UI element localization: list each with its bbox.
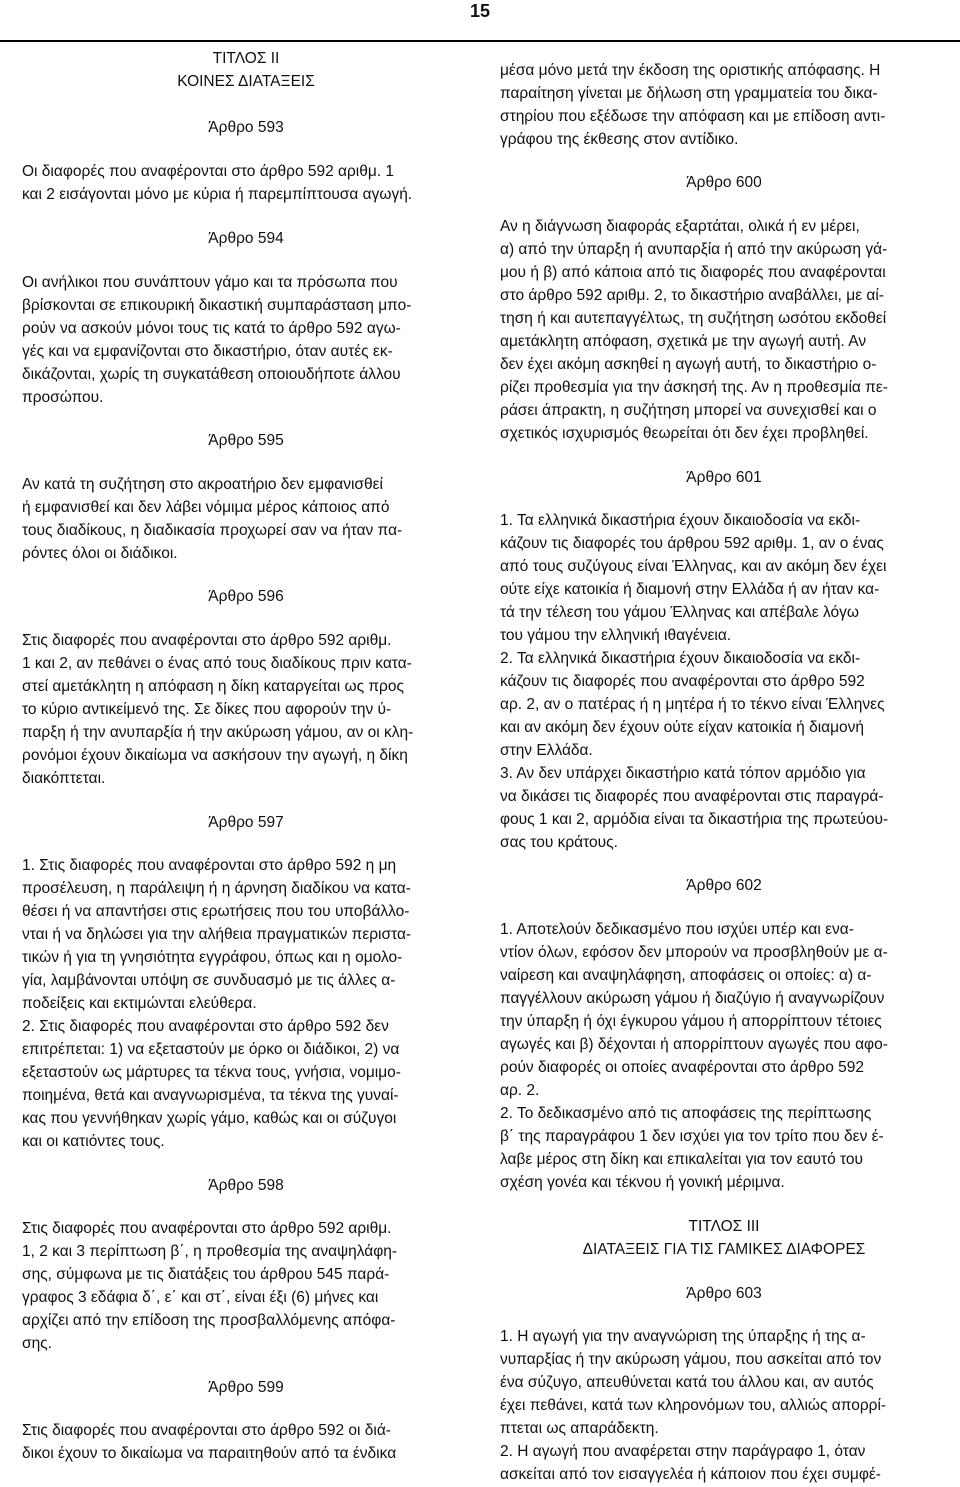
text-line: πτεται ως απαράδεκτη.: [500, 1420, 659, 1437]
text-line: στηρίου που εξέδωσε την απόφαση και με επίδοση αντι-: [500, 108, 886, 125]
text-line: και οι κατιόντες τους.: [22, 1133, 165, 1150]
text-line: 1. Τα ελληνικά δικαστήρια έχουν δικαιοδοσία να εκδι-: [500, 512, 861, 529]
text-line: 1. Στις διαφορές που αναφέρονται στο άρθρο 592 η μη: [22, 857, 397, 874]
text-line: σης, σύμφωνα με τις διατάξεις του άρθρου 545 παρά-: [22, 1266, 390, 1283]
text-line: εξεταστούν ως μάρτυρες τα τέκνα τους, γνήσια, νομιμο-: [22, 1064, 401, 1081]
text-line: νυπαρξίας ή την ακύρωση γάμου, που ασκείται από τον: [500, 1351, 882, 1368]
text-line: προσώπου.: [22, 389, 104, 406]
text-line: του γάμου την ελληνική ιθαγένεια.: [500, 627, 732, 644]
text-line: α) από την ύπαρξη ή ανυπαρξία ή από την ακύρωση γά-: [500, 241, 888, 258]
section-heading: Άρθρο 594: [208, 230, 284, 247]
text-line: νται ή να δηλώσει για την αλήθεια πραγματικών περιστα-: [22, 926, 412, 943]
text-line: ένα σύζυγο, απευθύνεται κατά του άλλου και, αν αυτός: [500, 1374, 874, 1391]
section-heading: ΔΙΑΤΑΞΕΙΣ ΓΙΑ ΤΙΣ ΓΑΜΙΚΕΣ ΔΙΑΦΟΡΕΣ: [582, 1241, 866, 1258]
text-line: γραφος 3 εδάφια δ΄, ε΄ και στ΄, είναι έξι (6) μήνες και: [22, 1289, 379, 1306]
section-heading: Άρθρο 603: [686, 1285, 762, 1302]
text-line: και 2 εισάγονται μόνο με κύρια ή παρεμπίπτουσα αγωγή.: [22, 186, 413, 203]
text-line: σχετικός ισχυρισμός θεωρείται ότι δεν έχει προβληθεί.: [500, 425, 869, 442]
text-line: ασκείται από τον εισαγγελέα ή κάποιον που έχει συμφέ-: [500, 1466, 881, 1483]
section-heading: Άρθρο 595: [208, 432, 284, 449]
section-heading: ΤΙΤΛΟΣ ΙΙ: [212, 50, 280, 67]
text-line: αρ. 2.: [500, 1082, 540, 1099]
text-line: ποδείξεις και εκτιμώνται ελεύθερα.: [22, 995, 257, 1012]
text-line: την ύπαρξη ή όχι έγκυρου γάμου ή απορρίπτουν τέτοιες: [500, 1013, 882, 1030]
text-line: αρ. 2, αν ο πατέρας ή η μητέρα ή το τέκνο είναι Έλληνες: [500, 696, 885, 713]
text-line: 1. Αποτελούν δεδικασμένο που ισχύει υπέρ και ενα-: [500, 921, 854, 938]
text-line: επιτρέπεται: 1) να εξεταστούν με όρκο οι διάδικοι, 2) να: [22, 1041, 400, 1058]
text-line: ή εμφανισθεί και δεν λάβει νόμιμα μέρος κάποιος από: [22, 499, 390, 516]
text-line: γράφου της έκθεσης στον αντίδικο.: [500, 131, 739, 148]
text-line: ρούν να ασκούν μόνοι τους τις κατά το άρθρο 592 αγω-: [22, 320, 401, 337]
text-line: ρόντες όλοι οι διάδικοι.: [22, 545, 178, 562]
text-line: ρονόμοι έχουν δικαίωμα να ασκήσουν την αγωγή, η δίκη: [22, 747, 408, 764]
text-line: αρχίζει από την επίδοση της προσβαλλόμενης απόφα-: [22, 1312, 396, 1329]
text-line: Αν κατά τη συζήτηση στο ακροατήριο δεν εμφανισθεί: [22, 476, 383, 493]
text-line: αγωγές και β) δέχονται ή απορρίπτουν αγωγές που αφο-: [500, 1036, 888, 1053]
text-line: να δικάσει τις διαφορές που αναφέρονται στις παραγρά-: [500, 788, 884, 805]
text-line: ούτε είχε κατοικία ή διαμονή στην Ελλάδα ή αν ήταν κα-: [500, 581, 880, 598]
text-line: γές και να εμφανίζονται στο δικαστήριο, όταν αυτές εκ-: [22, 343, 393, 360]
text-line: το κύριο αντικείμενό της. Σε δίκες που αφορούν την ύ-: [22, 701, 392, 718]
text-line: θέσει ή να απαντήσει στις ερωτήσεις που του υποβάλλο-: [22, 903, 410, 920]
text-line: τά την τέλεση του γάμου Έλληνας και απέβαλε λόγω: [500, 604, 859, 621]
text-line: βρίσκονται σε επικουρική δικαστική συμπαράσταση μπο-: [22, 297, 412, 314]
text-line: ράσει άπρακτη, η συζήτηση μπορεί να συνεχισθεί και ο: [500, 402, 877, 419]
section-heading: Άρθρο 598: [208, 1177, 284, 1194]
text-line: 2. Στις διαφορές που αναφέρονται στο άρθρο 592 δεν: [22, 1018, 389, 1035]
text-line: αμετάκλητη απόφαση, σχετικά με την αγωγή αυτή. Αν: [500, 333, 867, 350]
text-line: τηση ή και αυτεπαγγέλτως, τη συζήτηση ωσότου εκδοθεί: [500, 310, 887, 327]
section-heading: Άρθρο 596: [208, 588, 284, 605]
text-line: ναίρεση και αναψηλάφηση, αποφάσεις οι οποίες: α) α-: [500, 967, 872, 984]
text-line: Στις διαφορές που αναφέρονται στο άρθρο 592 οι διά-: [22, 1422, 391, 1439]
text-line: παγγέλλουν ακύρωση γάμου ή διαζύγιο ή αναγνωρίζουν: [500, 990, 885, 1007]
text-line: 1. Η αγωγή για την αναγνώριση της ύπαρξης ή της α-: [500, 1328, 866, 1345]
section-heading: ΤΙΤΛΟΣ ΙΙΙ: [688, 1218, 760, 1235]
section-heading: Άρθρο 599: [208, 1379, 284, 1396]
text-line: διακόπτεται.: [22, 770, 106, 787]
text-line: Οι ανήλικοι που συνάπτουν γάμο και τα πρόσωπα που: [22, 274, 398, 291]
text-line: Αν η διάγνωση διαφοράς εξαρτάται, ολικά ή εν μέρει,: [500, 218, 860, 235]
section-heading: Άρθρο 597: [208, 814, 284, 831]
text-line: Στις διαφορές που αναφέρονται στο άρθρο 592 αριθμ.: [22, 1220, 392, 1237]
text-line: τους διαδίκους, η διαδικασία προχωρεί σαν να ήταν πα-: [22, 522, 403, 539]
section-heading: Άρθρο 601: [686, 469, 762, 486]
text-line: κάζουν τις διαφορές του άρθρου 592 αριθμ. 1, αν ο ένας: [500, 535, 884, 552]
header-rule: [0, 40, 960, 42]
text-line: κας που γεννήθηκαν χωρίς γάμο, καθώς και οι σύζυγοι: [22, 1110, 397, 1127]
text-line: σας του κράτους.: [500, 834, 618, 851]
text-line: σης.: [22, 1335, 52, 1352]
text-line: β΄ της παραγράφου 1 δεν ισχύει για τον τρίτο που δεν έ-: [500, 1128, 884, 1145]
text-line: σχέση γονέα και τέκνου ή γονική μέριμνα.: [500, 1174, 785, 1191]
text-line: παραίτηση γίνεται με δήλωση στη γραμματεία του δικα-: [500, 85, 878, 102]
text-line: 2. Τα ελληνικά δικαστήρια έχουν δικαιοδοσία να εκδι-: [500, 650, 861, 667]
text-line: μου ή β) από κάποια από τις διαφορές που αναφέρονται: [500, 264, 886, 281]
text-line: γία, λαμβάνονται υπόψη σε συνδυασμό με τις άλλες α-: [22, 972, 396, 989]
text-line: από τους συζύγους είναι Έλληνας, και αν ακόμη δεν έχει: [500, 558, 887, 575]
text-line: λαβε μέρος στη δίκη και επικαλείται για τον εαυτό του: [500, 1151, 864, 1168]
text-line: έχει πεθάνει, κατά των κληρονόμων του, αλλιώς απορρί-: [500, 1397, 887, 1414]
text-line: 2. Το δεδικασμένο από τις αποφάσεις της περίπτωσης: [500, 1105, 872, 1122]
text-line: δεν έχει ακόμη ασκηθεί η αγωγή αυτή, το δικαστήριο ο-: [500, 356, 877, 373]
text-line: στεί αμετάκλητη η απόφαση η δίκη καταργείται ως προς: [22, 678, 404, 695]
section-heading: Άρθρο 593: [208, 119, 284, 136]
text-line: Οι διαφορές που αναφέρονται στο άρθρο 592 αριθμ. 1: [22, 163, 395, 180]
text-line: Στις διαφορές που αναφέρονται στο άρθρο 592 αριθμ.: [22, 632, 392, 649]
text-line: ρούν διαφορές οι οποίες αναφέρονται στο άρθρο 592: [500, 1059, 865, 1076]
text-line: δικοι έχουν το δικαίωμα να παραιτηθούν από τα ένδικα: [22, 1445, 397, 1462]
text-line: ποιημένα, θετά και αναγνωρισμένα, τα τέκνα της γυναί-: [22, 1087, 399, 1104]
page-number: 15: [469, 1, 490, 21]
section-heading: ΚΟΙΝΕΣ ΔΙΑΤΑΞΕΙΣ: [177, 73, 315, 90]
text-line: φους 1 και 2, αρμόδια είναι τα δικαστήρια της πρωτεύου-: [500, 811, 889, 828]
text-line: 3. Αν δεν υπάρχει δικαστήριο κατά τόπον αρμόδιο για: [500, 765, 866, 782]
text-line: δικάζονται, χωρίς τη συγκατάθεση οποιουδήποτε άλλου: [22, 366, 401, 383]
text-line: στην Ελλάδα.: [500, 742, 593, 759]
text-line: τικών ή για τη γνησιότητα εγγράφου, όπως και η ομολο-: [22, 949, 403, 966]
text-line: ντίον όλων, εφόσον δεν μπορούν να προσβληθούν με α-: [500, 944, 888, 961]
text-line: στο άρθρο 592 αριθμ. 2, το δικαστήριο αναβάλλει, με αί-: [500, 287, 884, 304]
text-line: 1 και 2, αν πεθάνει ο ένας από τους διαδίκους πριν κατα-: [22, 655, 412, 672]
text-line: προσέλευση, η παράλειψη ή η άρνηση διαδίκου να κατα-: [22, 880, 411, 897]
text-line: ρίζει προθεσμία για την άσκησή της. Αν η προθεσμία πε-: [500, 379, 888, 396]
text-line: 2. Η αγωγή που αναφέρεται στην παράγραφο 1, όταν: [500, 1443, 866, 1460]
section-heading: Άρθρο 600: [686, 174, 762, 191]
text-line: μέσα μόνο μετά την έκδοση της οριστικής απόφασης. Η: [500, 62, 881, 79]
text-line: παρξη ή την ανυπαρξία ή την ακύρωση γάμου, αν οι κλη-: [22, 724, 414, 741]
text-line: κάζουν τις διαφορές που αναφέρονται στο άρθρο 592: [500, 673, 865, 690]
text-line: και αν ακόμη δεν έχουν ούτε είχαν κατοικία ή διαμονή: [500, 719, 865, 736]
section-heading: Άρθρο 602: [686, 877, 762, 894]
text-line: 1, 2 και 3 περίπτωση β΄, η προθεσμία της αναψηλάφη-: [22, 1243, 398, 1260]
